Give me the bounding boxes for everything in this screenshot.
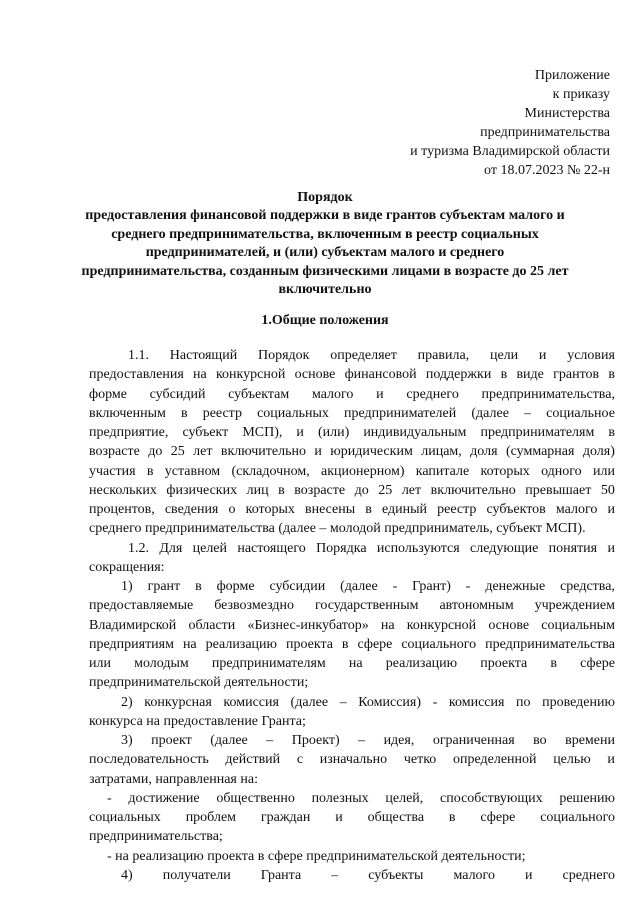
- body-line: 2) конкурсная комиссия (далее – Комиссия) - комиссия по проведению: [121, 694, 615, 710]
- title-heading: Порядок: [297, 190, 353, 205]
- body-line: предоставления на конкурсной основе финансовой поддержки в виде грантов в: [89, 367, 615, 383]
- body-line: нескольких физических лиц в возрасте до 25 лет включительно превышает 50: [89, 482, 615, 498]
- appendix-line: Приложение: [534, 68, 610, 83]
- title-line: предпринимательства, созданным физическими лицами в возрасте до 25 лет: [81, 263, 569, 279]
- body-line: 1) грант в форме субсидии (далее - Грант) - денежные средства,: [121, 579, 615, 594]
- body-line: предпринимательской деятельности;: [89, 675, 309, 691]
- appendix-line: и туризма Владимирской области: [410, 144, 610, 159]
- body-line: участия в уставном (складочном, акционерном) капитале которых одного или: [89, 463, 615, 479]
- section-heading: 1.Общие положения: [261, 313, 389, 328]
- body-line: социальных проблем граждан и общества в сфере социального: [89, 810, 615, 825]
- appendix-line: предпринимательства: [480, 125, 610, 140]
- body-line: конкурса на предоставление Гранта;: [89, 713, 306, 729]
- body-line: предпринимательства;: [89, 829, 223, 845]
- title-line: среднего предпринимательства, включенным в реестр социальных: [111, 226, 539, 242]
- body-line: 4) получатели Гранта – субъекты малого и среднего: [121, 867, 615, 883]
- body-line: предприятиям на реализацию проекта в сфере социального предпринимательства: [89, 636, 615, 652]
- body-line: 1.1. Настоящий Порядок определяет правила, цели и условия: [128, 348, 615, 363]
- body-line: - на реализацию проекта в сфере предпринимательской деятельности;: [107, 848, 526, 864]
- body-line: сокращения:: [89, 559, 165, 575]
- appendix-block: [370, 66, 610, 180]
- body-line: среднего предпринимательства (далее – молодой предприниматель, субъект МСП).: [89, 521, 586, 537]
- body-line: форме субсидий субъектам малого и среднего предпринимательства,: [89, 386, 615, 402]
- title-line: предпринимателей, и (или) субъектам малого и среднего: [145, 245, 505, 261]
- body-line: последовательность действий с изначально четко определенной целью и: [89, 752, 615, 768]
- body-line: процентов, сведения о которых внесены в единый реестр субъектов малого и: [89, 502, 615, 517]
- document-title: [70, 189, 580, 299]
- body-line: включенным в реестр социальных предпринимателей (далее – социальное: [89, 405, 615, 421]
- body-line: 1.2. Для целей настоящего Порядка используются следующие понятия и: [128, 540, 615, 556]
- body-line: предоставляемые безвозмездно государственным автономным учреждением: [89, 598, 615, 614]
- appendix-line: от 18.07.2023 № 22-н: [484, 163, 610, 178]
- body-line: затратами, направленная на:: [89, 771, 258, 787]
- appendix-line: к приказу: [552, 87, 610, 102]
- body-line: или молодым предпринимателям на реализацию проекта в сфере: [89, 656, 615, 671]
- body-line: 3) проект (далее – Проект) – идея, ограниченная во времени: [121, 733, 615, 748]
- title-line: предоставления финансовой поддержки в виде грантов субъектам малого и: [85, 208, 565, 224]
- title-line: включительно: [278, 282, 372, 298]
- appendix-line: Министерства: [524, 106, 610, 121]
- body-line: предприятие, субъект МСП), и (или) индивидуальным предпринимателям в: [89, 425, 615, 440]
- body-line: Владимирской области «Бизнес-инкубатор» на конкурсной основе социальным: [89, 617, 615, 633]
- body-line: - достижение общественно полезных целей, способствующих решению: [107, 790, 615, 806]
- body-text: [89, 346, 615, 885]
- body-line: возрасте до 25 лет включительно и юридическим лицам, доля (суммарная доля): [89, 444, 615, 460]
